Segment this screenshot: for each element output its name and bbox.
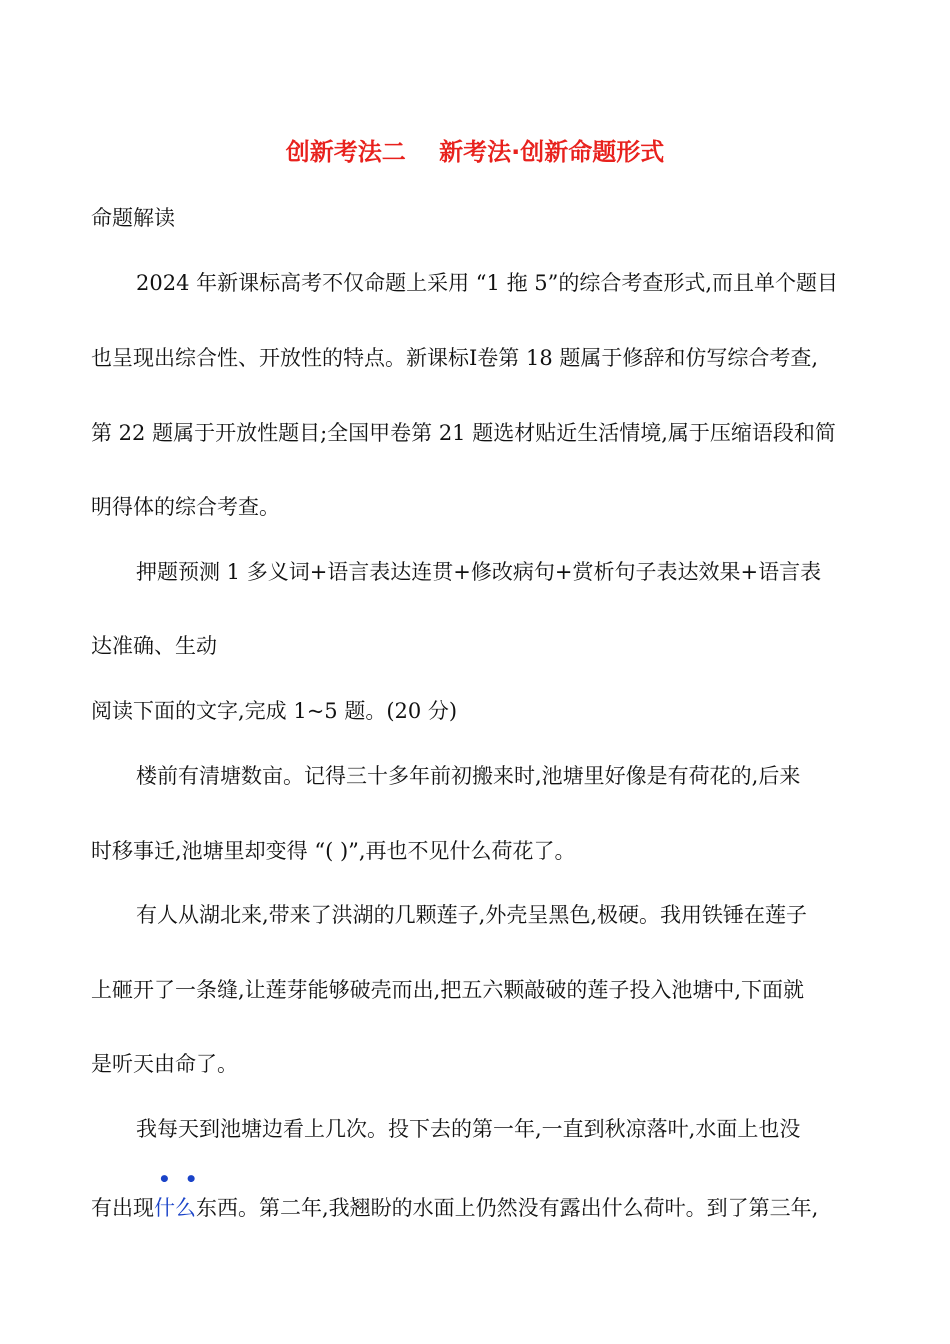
page-title: 创新考法二 新考法·创新命题形式 [285,138,665,166]
emphasized-word [154,1167,212,1220]
passage-p3-line-1: 我每天到池塘边看上几次。投下去的第一年,一直到秋凉落叶,水面上也没 [136,1117,801,1141]
passage-p3-text-before: 有出现 [91,1196,154,1220]
emphasized-word-text: 什么 [154,1196,196,1220]
prediction-line-2: 达准确、生动 [91,634,217,658]
interpretation-line-2: 也呈现出综合性、开放性的特点。新课标Ⅰ卷第 18 题属于修辞和仿写综合考查, [91,346,819,370]
passage-p1-line-2: 时移事迁,池塘里却变得 “( )”,再也不见什么荷花了。 [91,839,576,863]
passage-p1-line-1: 楼前有清塘数亩。记得三十多年前初搬来时,池塘里好像是有荷花的,后来 [136,764,801,788]
passage-p2-line-3: 是听天由命了。 [91,1052,238,1076]
emphasis-dots: •• [158,1167,212,1191]
passage-p2-line-2: 上砸开了一条缝,让莲芽能够破壳而出,把五六颗敲破的莲子投入池塘中,下面就 [91,978,805,1002]
reading-instruction: 阅读下面的文字,完成 1~5 题。(20 分) [91,699,458,723]
interpretation-line-3: 第 22 题属于开放性题目;全国甲卷第 21 题选材贴近生活情境,属于压缩语段和简 [91,421,836,445]
interpretation-line-4: 明得体的综合考查。 [91,495,280,519]
passage-p3-line-2 [91,1167,819,1223]
passage-p3-text-after: 东西。第二年,我翘盼的水面上仍然没有露出什么荷叶。到了第三年, [196,1196,819,1220]
prediction-line-1: 押题预测 1 多义词+语言表达连贯+修改病句+赏析句子表达效果+语言表 [136,560,822,584]
passage-p2-line-1: 有人从湖北来,带来了洪湖的几颗莲子,外壳呈黑色,极硬。我用铁锤在莲子 [136,903,808,927]
interpretation-line-1: 2024 年新课标高考不仅命题上采用 “1 拖 5”的综合考查形式,而且单个题目 [136,271,839,295]
section-heading: 命题解读 [91,206,175,230]
